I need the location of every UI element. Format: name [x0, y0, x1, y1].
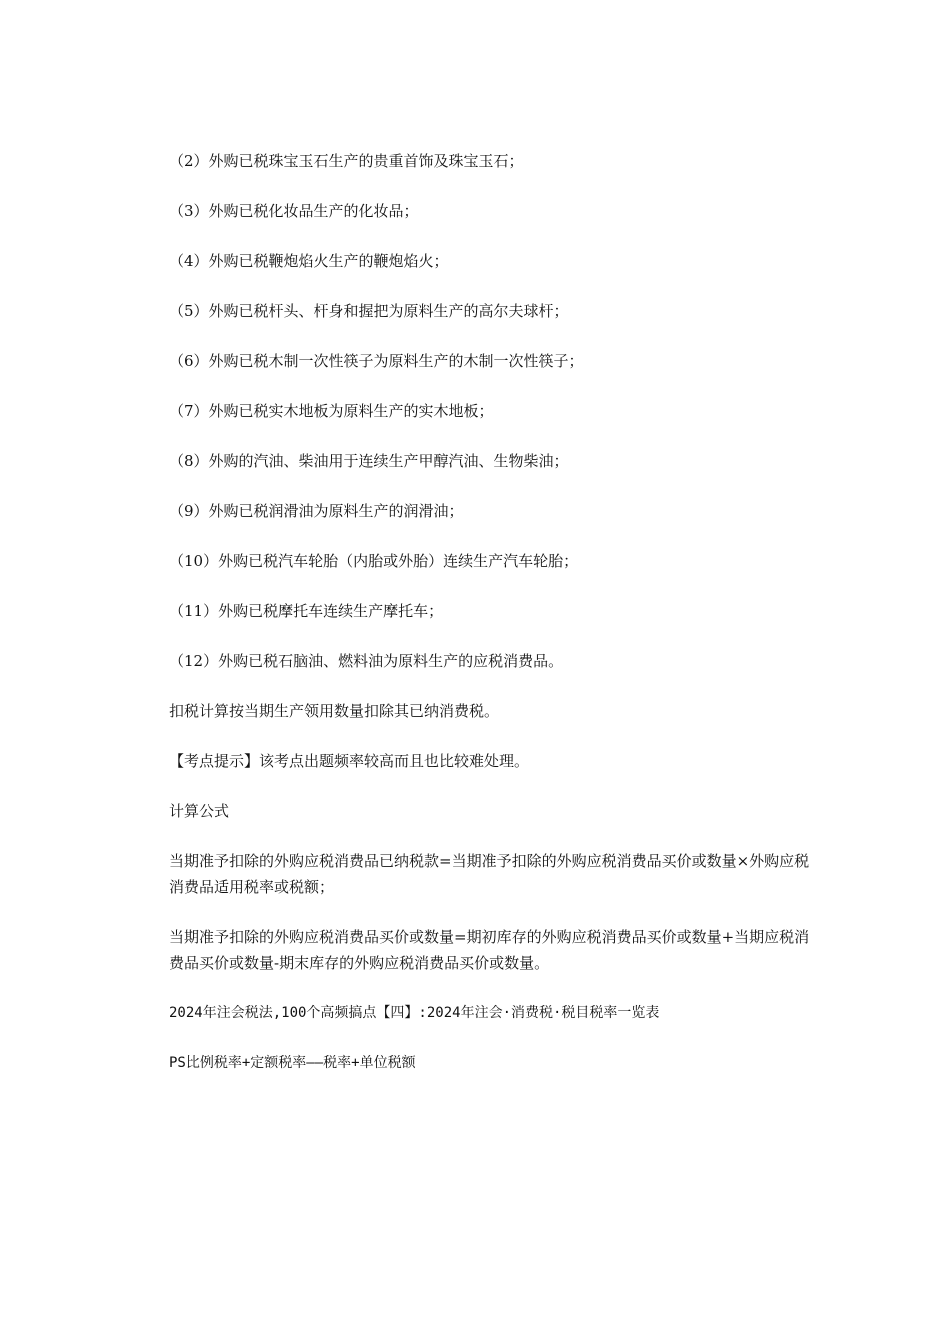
list-item-2: （2）外购已税珠宝玉石生产的贵重首饰及珠宝玉石；: [169, 152, 524, 170]
list-item-10: （10）外购已税汽车轮胎（内胎或外胎）连续生产汽车轮胎；: [169, 552, 579, 570]
list-item-11: （11）外购已税摩托车连续生产摩托车；: [169, 602, 444, 620]
formula-2: 当期准予扣除的外购应税消费品买价或数量=期初库存的外购应税消费品买价或数量+当期应税消费品买价或数量-期末库存的外购应税消费品买价或数量。: [169, 928, 810, 972]
list-item-8: （8）外购的汽油、柴油用于连续生产甲醇汽油、生物柴油；: [169, 452, 569, 470]
formula-1: 当期准予扣除的外购应税消费品已纳税款=当期准予扣除的外购应税消费品买价或数量×外购应税消费品适用税率或税额；: [169, 852, 810, 896]
document-body: [169, 148, 811, 1100]
article-title: 2024年注会税法,100个高频搞点【四】:2024年注会·消费税·税目税率一览表: [169, 1005, 660, 1021]
deduction-note: 扣税计算按当期生产领用数量扣除其已纳消费税。: [169, 702, 500, 720]
formula-heading: 计算公式: [169, 802, 230, 820]
list-item-9: （9）外购已税润滑油为原料生产的润滑油；: [169, 502, 464, 520]
list-item-12: （12）外购已税石脑油、燃料油为原料生产的应税消费品。: [169, 652, 564, 670]
list-item-4: （4）外购已税鞭炮焰火生产的鞭炮焰火；: [169, 252, 449, 270]
ps-note: PS比例税率+定额税率——税率+单位税额: [169, 1055, 416, 1071]
exam-tip: 【考点提示】该考点出题频率较高而且也比较难处理。: [169, 752, 530, 770]
list-item-5: （5）外购已税杆头、杆身和握把为原料生产的高尔夫球杆；: [169, 302, 569, 320]
list-item-3: （3）外购已税化妆品生产的化妆品；: [169, 202, 419, 220]
list-item-7: （7）外购已税实木地板为原料生产的实木地板；: [169, 402, 494, 420]
list-item-6: （6）外购已税木制一次性筷子为原料生产的木制一次性筷子；: [169, 352, 584, 370]
